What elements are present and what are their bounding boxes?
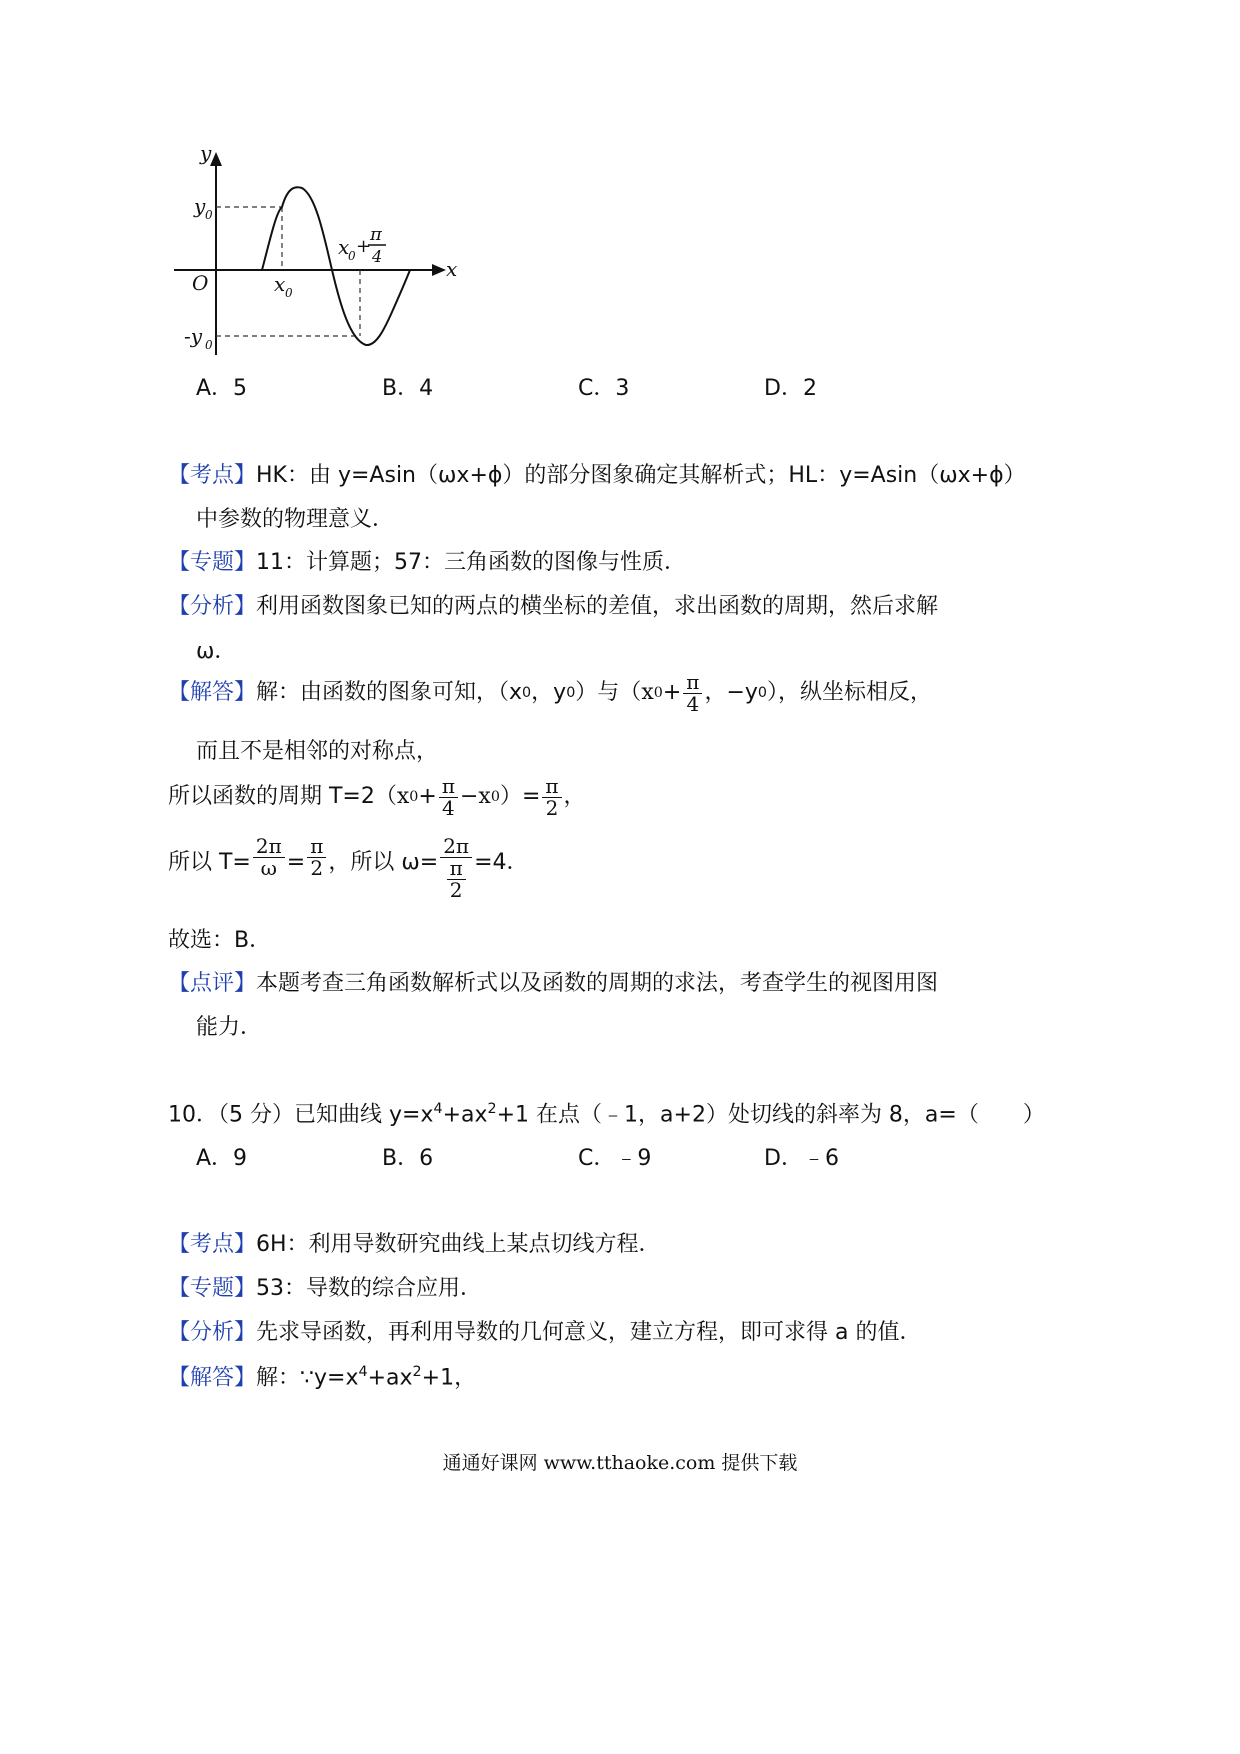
zhuanti-text: 53：导数的综合应用． <box>256 1276 483 1301</box>
jieda-tag: 【解答】 <box>168 1365 257 1391</box>
jieda-pre: 解：由函数的图象可知，（x <box>256 680 523 706</box>
q9-answer: 故选：B． <box>168 928 272 953</box>
sub-zero: 0 <box>653 684 663 701</box>
jieda-mid1: ，y <box>531 680 567 706</box>
pi-over-4-fraction: $\frac{\pi}{4}$ <box>683 672 702 715</box>
x0-plus-four: 4 <box>372 247 383 266</box>
fenxi-text: 先求导函数，再利用导数的几何意义，建立方程，即可求得 a 的值． <box>256 1320 922 1345</box>
sub-zero: 0 <box>522 684 532 701</box>
q10-kaodian <box>168 1232 661 1258</box>
x0-plus-sub: 0 <box>348 249 356 263</box>
sine-curve <box>262 187 410 345</box>
dianping-text: 本题考查三角函数解析式以及函数的周期的求法，考查学生的视图用图 <box>256 971 939 996</box>
q9-fenxi <box>168 594 938 620</box>
period-end: ， <box>563 784 586 810</box>
sub-zero: 0 <box>490 788 500 805</box>
q10-option-d: D．﹣6 <box>764 1146 839 1171</box>
pi-over-4-fraction: $\frac{\pi}{4}$ <box>439 776 458 819</box>
q9-dianping-line2: 能力． <box>196 1015 263 1040</box>
omega-mid: ，所以 ω= <box>328 850 439 875</box>
neg-y0-label: -y <box>184 324 203 348</box>
q10-zhuanti <box>168 1276 482 1302</box>
sub-zero: 0 <box>409 788 419 805</box>
period-pre: 所以函数的周期 T=2（ <box>168 784 397 810</box>
kaodian-text: 6H：利用导数研究曲线上某点切线方程． <box>256 1232 661 1257</box>
x0-plus-sign: + <box>356 236 372 257</box>
q10-fenxi <box>168 1320 922 1346</box>
q9-option-a: A．5 <box>196 376 248 401</box>
pi-over-2-fraction: $\frac{\pi}{2}$ <box>542 776 561 819</box>
omega-pre: 所以 T= <box>168 850 251 875</box>
pi-over-2-fraction: $\frac{\pi}{2}$ <box>307 836 326 879</box>
period-plus: + <box>418 784 437 810</box>
page-footer: 通通好课网 www.tthaoke.com 提供下载 <box>442 1452 798 1474</box>
kaodian-tag: 【考点】 <box>168 463 257 488</box>
q9-zhuanti <box>168 550 686 576</box>
two-pi-over-omega-fraction: $\frac{2\pi}{\omega}$ <box>253 836 285 879</box>
q10-option-a: A．9 <box>196 1146 248 1171</box>
x-axis-arrow <box>432 264 446 276</box>
x0-plus-label: x <box>338 235 350 259</box>
q9-kaodian-line2: 中参数的物理意义． <box>196 507 395 532</box>
q10-option-b: B．6 <box>382 1146 434 1171</box>
x0-label: x <box>274 272 286 296</box>
omega-equation <box>168 836 529 901</box>
period-equation <box>168 776 586 819</box>
jieda-plus: + <box>662 680 682 706</box>
q10-option-c: C．﹣9 <box>578 1146 652 1171</box>
x-axis-label: x <box>446 257 458 281</box>
q9-dianping <box>168 971 938 997</box>
q9-kaodian <box>168 463 1026 489</box>
zhuanti-text: 11：计算题；57：三角函数的图像与性质． <box>256 550 687 575</box>
y-axis-label: y <box>200 141 212 165</box>
kaodian-text: HK：由 y=Asin（ωx+ϕ）的部分图象确定其解析式；HL：y=Asin（ωx+ϕ） <box>256 463 1026 488</box>
y0-sub: 0 <box>205 208 213 222</box>
y-axis-arrow <box>210 152 222 166</box>
jieda-post: ），纵坐标相反， <box>767 680 933 706</box>
sub-zero: 0 <box>566 684 576 701</box>
jieda-x0: x <box>641 680 654 706</box>
jieda-tag: 【解答】 <box>168 680 257 706</box>
y0-label: y <box>194 194 206 218</box>
kaodian-tag: 【考点】 <box>168 1232 257 1257</box>
omega-end: =4． <box>474 850 529 875</box>
q9-fenxi-line2: ω． <box>196 639 237 664</box>
q10-jieda: 【解答】解：$\because y=x^4+ax^2+1$， <box>168 1364 477 1391</box>
fenxi-tag: 【分析】 <box>168 1320 257 1345</box>
compound-fraction: 2π π 2 <box>440 836 472 901</box>
period-close: ）= <box>499 784 541 810</box>
jieda-mid2: ）与（ <box>575 680 642 706</box>
neg-y0-sub: 0 <box>205 338 213 352</box>
zhuanti-tag: 【专题】 <box>168 1276 257 1301</box>
sine-graph <box>170 140 470 370</box>
q9-option-c: C．3 <box>578 376 630 401</box>
x0-sub: 0 <box>285 286 293 300</box>
sub-zero: 0 <box>757 684 768 701</box>
dianping-tag: 【点评】 <box>168 971 257 996</box>
period-x0: x <box>396 784 410 810</box>
zhuanti-tag: 【专题】 <box>168 550 257 575</box>
x0-plus-pi: π <box>370 224 382 245</box>
fenxi-tag: 【分析】 <box>168 594 257 619</box>
fenxi-text: 利用函数图象已知的两点的横坐标的差值，求出函数的周期，然后求解 <box>256 594 939 619</box>
omega-eq: = <box>286 850 306 875</box>
q9-option-b: B．4 <box>382 376 434 401</box>
q10-stem: 10．（5 分）已知曲线 $y=x^4+ax^2+1$ 在点（﹣1，a+2）处切线的斜率为 8，a=（ ） <box>168 1101 1045 1128</box>
origin-label: O <box>192 271 209 295</box>
q9-option-d: D．2 <box>764 376 817 401</box>
period-minus-x0: −x <box>460 784 491 810</box>
jieda-neg-y0: ，−y <box>704 680 758 706</box>
q9-jieda <box>168 672 932 715</box>
q9-jieda-line2: 而且不是相邻的对称点， <box>196 739 439 764</box>
